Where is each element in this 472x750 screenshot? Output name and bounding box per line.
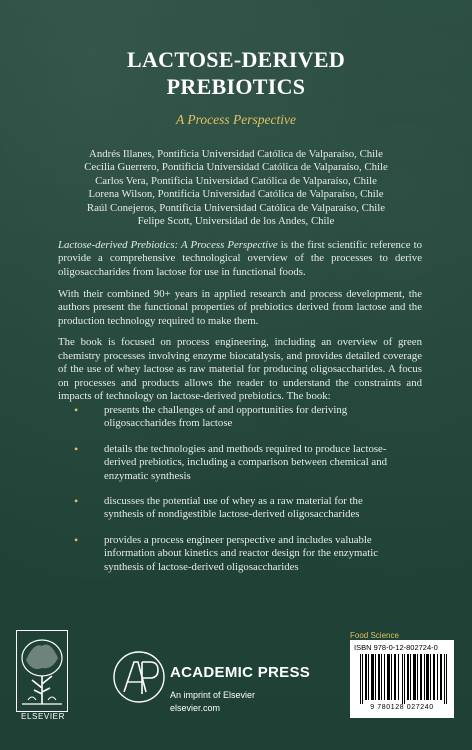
author-list [36, 148, 436, 228]
intro-paragraph [58, 239, 422, 279]
publisher-website: elsevier.com [170, 703, 221, 713]
isbn-label: ISBN 978-0-12-802724-0 [354, 643, 438, 652]
list-item-text: details the technologies and methods required to produce lactose-derived prebiotics, including a comparison between chemical and enzymatic synthesis [104, 442, 388, 482]
author-line: Lorena Wilson, Pontificia Universidad Católica de Valparaíso, Chile [88, 188, 384, 201]
barcode-icon [360, 654, 448, 704]
author-line: Raúl Conejeros, Pontificia Universidad Católica de Valparaíso, Chile [86, 201, 386, 214]
list-item [74, 534, 394, 574]
title-line-2: PREBIOTICS [166, 74, 306, 99]
bullet-icon: • [74, 441, 79, 456]
publisher-imprint: An imprint of Elsevier [170, 690, 256, 700]
author-line: Carlos Vera, Pontificia Universidad Católica de Valparaíso, Chile [95, 174, 377, 187]
intro-text: is the first scientific reference to provide a comprehensive technological overview of the processes to derive oligosaccharides from lactose for use in functional foods. [58, 239, 422, 278]
isbn-barcode [350, 640, 454, 718]
focus-paragraph: The book is focused on process engineering, including an overview of green chemistry processes involving enzyme biocatalysis, and provides detailed coverage of the use of whey lactose as raw material for producing oligosaccharides. A focus on processes and products allows the reader to understand the constraints and impacts of technology on lactose-derived prebiotics. The book: [58, 336, 422, 403]
elsevier-label: ELSEVIER [21, 712, 65, 721]
title-line-1: LACTOSE-DERIVED [126, 47, 346, 72]
author-line: Andrés Illanes, Pontificia Universidad Católica de Valparaíso, Chile [89, 148, 383, 160]
book-subtitle: A Process Perspective [176, 112, 296, 127]
bullet-icon: • [74, 532, 79, 547]
list-item [74, 404, 394, 431]
feature-list [74, 404, 394, 586]
list-item [74, 495, 394, 522]
author-line: Cecilia Guerrero, Pontificia Universidad Católica de Valparaíso, Chile [84, 161, 388, 174]
book-title [0, 46, 472, 100]
intro-book-title: Lactose-derived Prebiotics: A Process Perspective [58, 239, 278, 251]
academic-press-logo-icon [112, 650, 166, 704]
author-line: Felipe Scott, Universidad de los Andes, Chile [137, 215, 335, 228]
experience-paragraph: With their combined 90+ years in applied research and process development, the authors present the functional properties of prebiotics derived from lactose and the production technology required to make them. [58, 287, 422, 327]
list-item [74, 443, 394, 483]
publisher-name: ACADEMIC PRESS [170, 664, 311, 681]
bullet-icon: • [74, 494, 79, 509]
list-item-text: presents the challenges of and opportunities for deriving oligosaccharides from lactose [104, 404, 348, 430]
list-item-text: provides a process engineer perspective and includes valuable information about kinetics and reactor design for the enzymatic synthesis of lactose-derived oligosaccharides [104, 533, 379, 573]
elsevier-tree-logo-icon [16, 630, 68, 712]
barcode-number: 9 780128 027240 [370, 704, 434, 711]
subject-category: Food Science [350, 631, 399, 640]
bullet-icon: • [74, 403, 79, 417]
list-item-text: discusses the potential use of whey as a raw material for the synthesis of nondigestible lactose-derived oligosaccharides [104, 495, 363, 521]
description [58, 239, 422, 412]
